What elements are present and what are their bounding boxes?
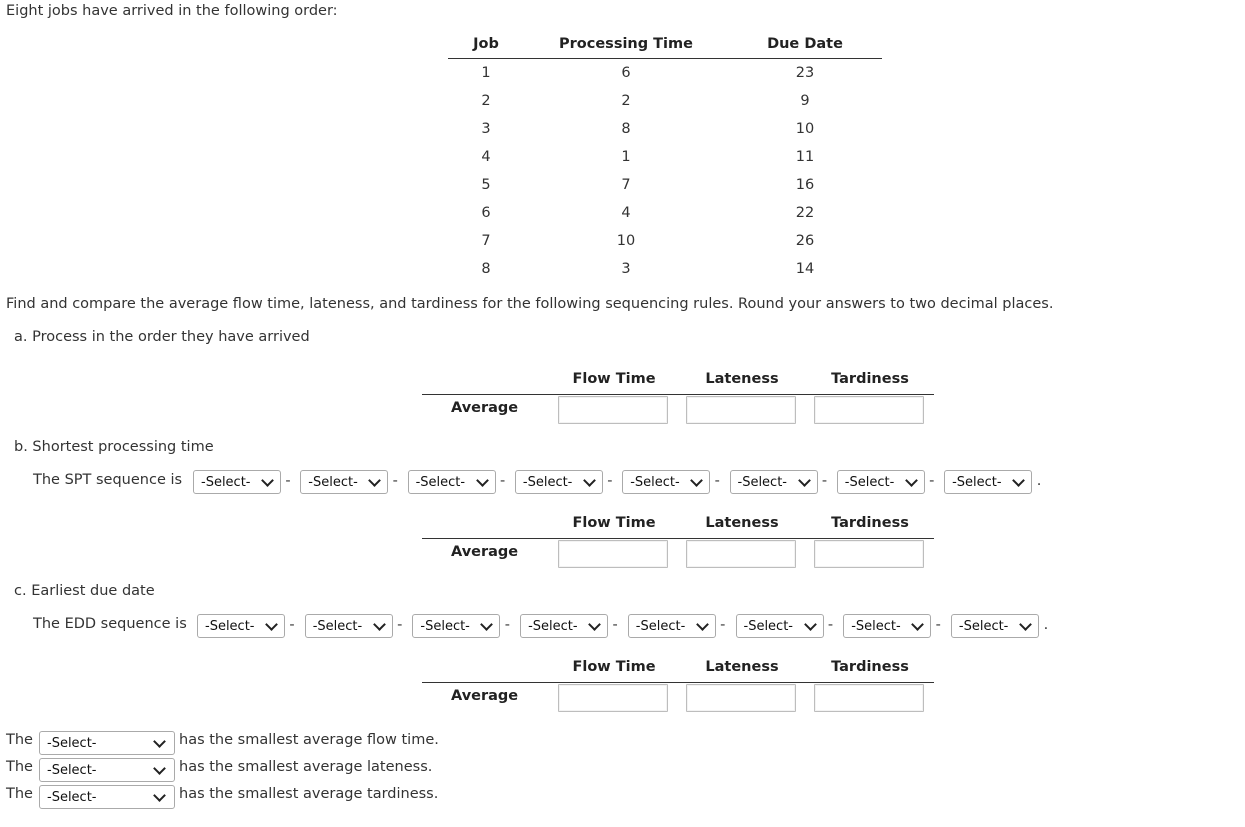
sequence-separator: - (612, 617, 618, 633)
chevron-down-icon (153, 762, 166, 775)
chevron-down-icon (265, 618, 278, 631)
b-tardiness-input[interactable] (814, 540, 924, 568)
chevron-down-icon (911, 618, 924, 631)
c-flow-time-input[interactable] (558, 684, 668, 712)
select-value: -Select- (47, 789, 97, 805)
average-label: Average (451, 688, 519, 704)
processing-time-cell: 10 (616, 233, 636, 249)
sequence-separator: - (289, 617, 295, 633)
result-table-divider (422, 538, 934, 539)
lateness-header: Lateness (705, 515, 779, 531)
due-date-cell: 11 (795, 149, 815, 165)
processing-time-cell: 4 (621, 205, 631, 221)
job-header: Job (473, 36, 499, 52)
spt-position-8-select[interactable] (944, 470, 1032, 494)
sequence-period: . (1043, 617, 1049, 633)
edd-position-1-select[interactable] (197, 614, 285, 638)
tardiness-header: Tardiness (831, 371, 909, 387)
chevron-down-icon (905, 474, 918, 487)
sequence-separator: - (714, 473, 720, 489)
spt-position-1-select[interactable] (193, 470, 281, 494)
select-value: -Select- (47, 735, 97, 751)
sequence-separator: - (935, 617, 941, 633)
tardiness-comparison-text: has the smallest average tardiness. (179, 786, 439, 802)
sequence-separator: - (607, 473, 613, 489)
tardiness-header: Tardiness (831, 515, 909, 531)
processing-time-cell: 2 (621, 93, 631, 109)
a-tardiness-input[interactable] (814, 396, 924, 424)
tardiness-header: Tardiness (831, 659, 909, 675)
edd-sequence-label: The EDD sequence is (33, 616, 187, 632)
lateness-header: Lateness (705, 659, 779, 675)
spt-position-6-select[interactable] (730, 470, 818, 494)
processing-time-header: Processing Time (559, 36, 693, 52)
select-value: -Select- (312, 618, 363, 634)
chevron-down-icon (481, 618, 494, 631)
select-value: -Select- (415, 474, 466, 490)
spt-position-2-select[interactable] (300, 470, 388, 494)
c-tardiness-input[interactable] (814, 684, 924, 712)
chevron-down-icon (696, 618, 709, 631)
edd-position-4-select[interactable] (520, 614, 608, 638)
chevron-down-icon (261, 474, 274, 487)
part-b-label: b. Shortest processing time (14, 439, 214, 455)
chevron-down-icon (583, 474, 596, 487)
sequence-separator: - (499, 473, 506, 489)
a-lateness-input[interactable] (686, 396, 796, 424)
select-value: -Select- (308, 474, 358, 490)
c-lateness-input[interactable] (686, 684, 796, 712)
result-table-divider (422, 682, 934, 683)
chevron-down-icon (153, 789, 166, 802)
spt-position-4-select[interactable] (515, 470, 603, 494)
select-value: -Select- (958, 618, 1009, 634)
due-date-cell: 26 (795, 233, 815, 249)
sequence-separator: - (397, 617, 403, 633)
due-date-cell: 16 (795, 177, 815, 193)
chevron-down-icon (798, 474, 811, 487)
processing-time-cell: 1 (621, 149, 631, 165)
processing-time-cell: 8 (621, 121, 631, 137)
the-label: The (6, 732, 33, 748)
average-label: Average (451, 544, 519, 560)
edd-position-5-select[interactable] (628, 614, 716, 638)
edd-position-7-select[interactable] (843, 614, 931, 638)
job-cell: 5 (481, 177, 491, 193)
select-value: -Select- (952, 474, 1002, 490)
sequence-separator: - (821, 473, 828, 489)
job-cell: 6 (481, 205, 491, 221)
edd-position-6-select[interactable] (736, 614, 824, 638)
due-date-cell: 10 (795, 121, 815, 137)
chevron-down-icon (1019, 618, 1032, 631)
select-value: -Select- (630, 474, 680, 490)
job-cell: 3 (481, 121, 491, 137)
lateness-header: Lateness (705, 371, 779, 387)
due-date-cell: 9 (800, 93, 810, 109)
select-value: -Select- (635, 618, 686, 634)
job-cell: 7 (481, 233, 491, 249)
due-date-cell: 14 (795, 261, 815, 277)
select-value: -Select- (737, 474, 787, 490)
sequence-separator: - (392, 473, 398, 489)
intro-text: Eight jobs have arrived in the following order: (6, 3, 338, 19)
chevron-down-icon (588, 618, 601, 631)
select-value: -Select- (851, 618, 901, 634)
part-a-label: a. Process in the order they have arrived (14, 329, 310, 345)
due-date-header: Due Date (767, 36, 843, 52)
sequence-period: . (1036, 473, 1042, 489)
sequence-separator: - (285, 473, 291, 489)
the-label: The (6, 786, 33, 802)
chevron-down-icon (153, 735, 166, 748)
smallest-flow-select[interactable] (39, 731, 175, 755)
flow-comparison-text: has the smallest average flow time. (179, 732, 439, 748)
b-flow-time-input[interactable] (558, 540, 668, 568)
job-cell: 1 (481, 65, 491, 81)
sequence-separator: - (720, 617, 726, 633)
sequence-separator: - (929, 473, 935, 489)
select-value: -Select- (205, 618, 255, 634)
chevron-down-icon (476, 474, 489, 487)
select-value: -Select- (201, 474, 251, 490)
select-value: -Select- (743, 618, 793, 634)
edd-position-3-select[interactable] (412, 614, 500, 638)
jobs-table-divider (448, 58, 882, 59)
due-date-cell: 23 (795, 65, 815, 81)
the-label: The (6, 759, 33, 775)
chevron-down-icon (1012, 474, 1025, 487)
processing-time-cell: 6 (621, 65, 631, 81)
edd-position-2-select[interactable] (305, 614, 393, 638)
flow-time-header: Flow Time (572, 371, 656, 387)
processing-time-cell: 3 (621, 261, 631, 277)
select-value: -Select- (420, 618, 470, 634)
job-cell: 8 (481, 261, 491, 277)
instructions-text: Find and compare the average flow time, lateness, and tardiness for the following sequencing rules. Round your answers to two decimal places. (6, 296, 1054, 312)
chevron-down-icon (368, 474, 381, 487)
spt-position-7-select[interactable] (837, 470, 925, 494)
chevron-down-icon (804, 618, 817, 631)
spt-sequence-label: The SPT sequence is (33, 472, 183, 488)
select-value: -Select- (844, 474, 895, 490)
result-table-divider (422, 394, 934, 395)
job-cell: 4 (481, 149, 491, 165)
spt-position-3-select[interactable] (408, 470, 496, 494)
processing-time-cell: 7 (621, 177, 631, 193)
due-date-cell: 22 (795, 205, 815, 221)
spt-position-5-select[interactable] (622, 470, 710, 494)
a-flow-time-input[interactable] (558, 396, 668, 424)
select-value: -Select- (47, 762, 97, 778)
chevron-down-icon (690, 474, 703, 487)
edd-position-8-select[interactable] (951, 614, 1039, 638)
sequence-separator: - (827, 617, 834, 633)
select-value: -Select- (522, 474, 573, 490)
smallest-lateness-select[interactable] (39, 758, 175, 782)
part-c-label: c. Earliest due date (14, 583, 155, 599)
smallest-tardiness-select[interactable] (39, 785, 175, 809)
flow-time-header: Flow Time (572, 659, 656, 675)
select-value: -Select- (528, 618, 578, 634)
average-label: Average (451, 400, 519, 416)
sequence-separator: - (504, 617, 510, 633)
job-cell: 2 (481, 93, 491, 109)
chevron-down-icon (373, 618, 386, 631)
b-lateness-input[interactable] (686, 540, 796, 568)
lateness-comparison-text: has the smallest average lateness. (179, 759, 433, 775)
flow-time-header: Flow Time (572, 515, 656, 531)
